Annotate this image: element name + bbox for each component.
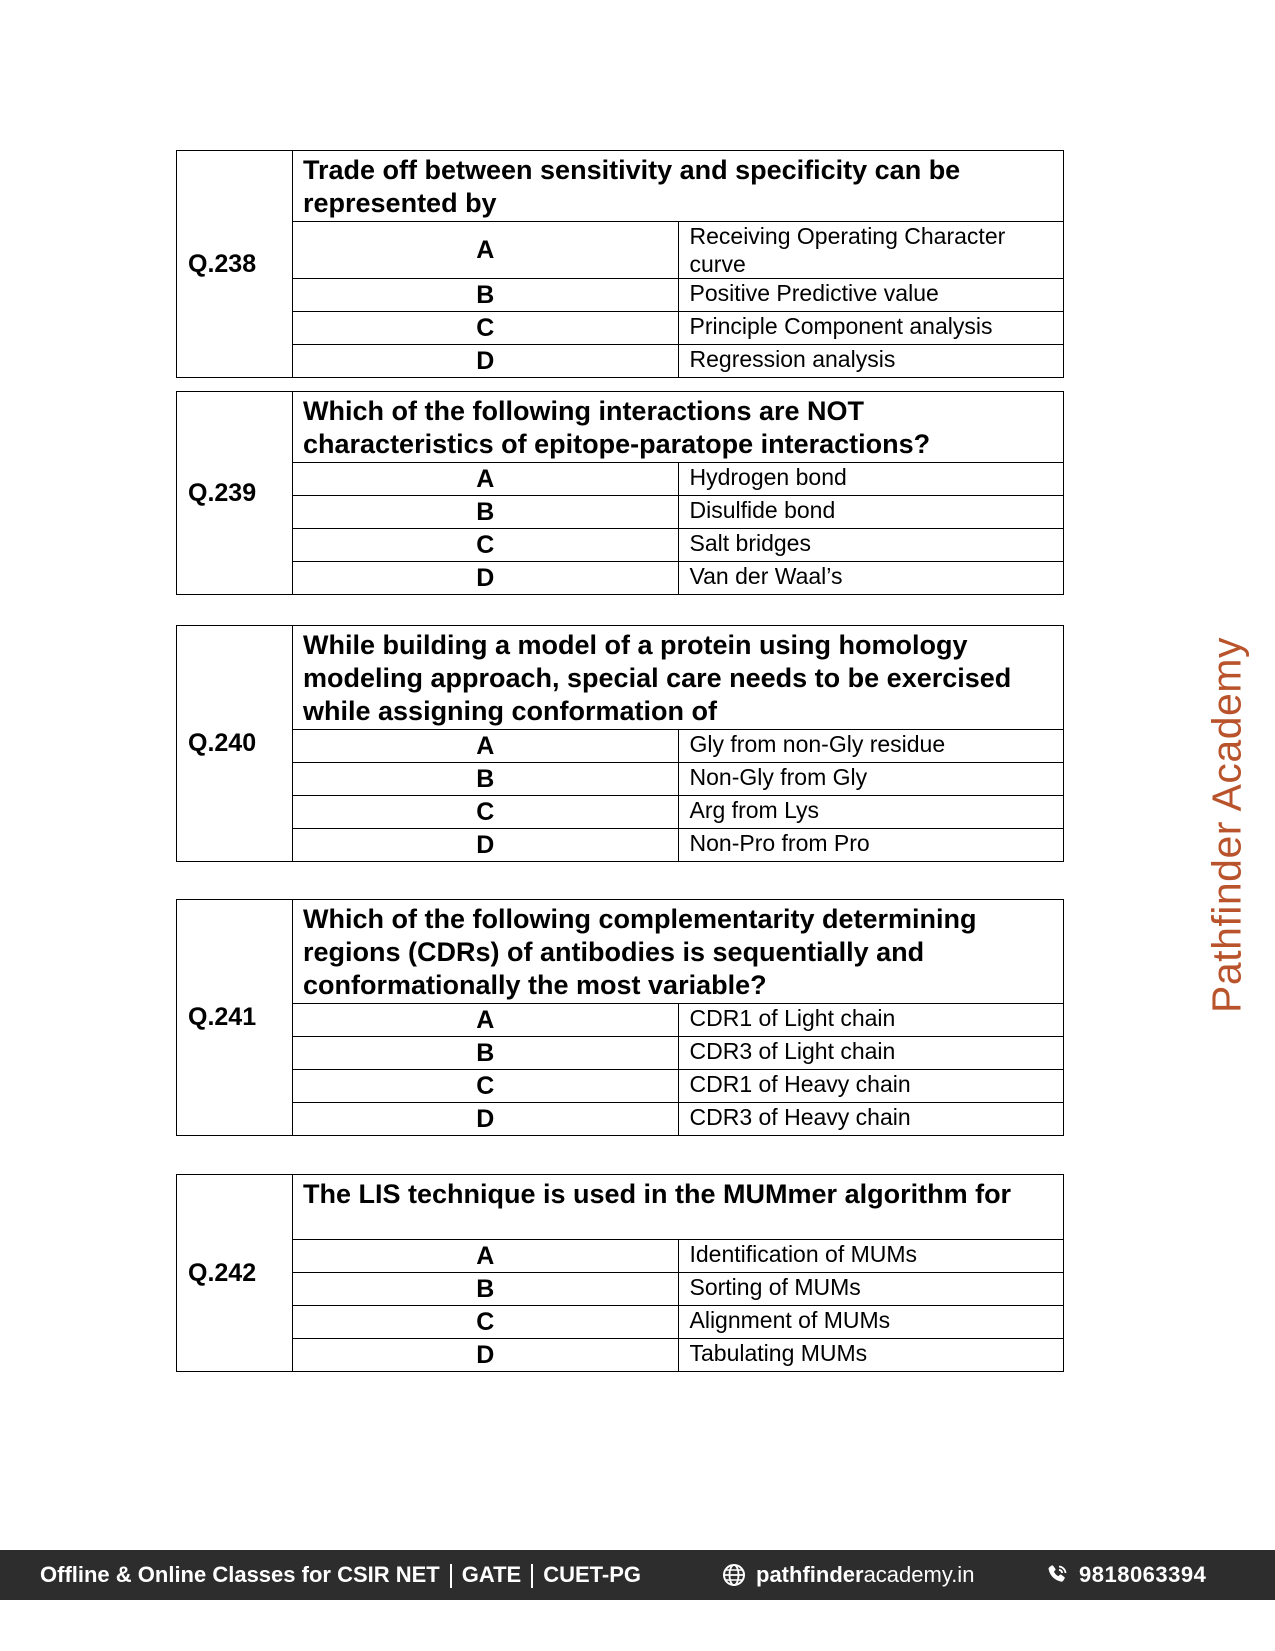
question-number: Q.241	[177, 900, 293, 1136]
question-stem: The LIS technique is used in the MUMmer algorithm for	[293, 1175, 1064, 1240]
option-letter: D	[293, 345, 679, 378]
option-letter: D	[293, 1339, 679, 1372]
option-text: Arg from Lys	[678, 796, 1064, 829]
option-letter: A	[293, 1240, 679, 1273]
website-bold: pathfinder	[756, 1562, 864, 1587]
option-text: CDR1 of Light chain	[678, 1004, 1064, 1037]
footer-separator	[450, 1564, 452, 1588]
option-letter: A	[293, 730, 679, 763]
footer-exam-cuet: CUET-PG	[543, 1562, 642, 1587]
option-text: Positive Predictive value	[678, 279, 1064, 312]
option-text: Regression analysis	[678, 345, 1064, 378]
option-text: Van der Waal’s	[678, 562, 1064, 595]
option-text: Gly from non-Gly residue	[678, 730, 1064, 763]
website-rest: academy.in	[863, 1562, 975, 1587]
question-238	[176, 150, 1064, 378]
question-239	[176, 391, 1064, 595]
option-letter: C	[293, 796, 679, 829]
option-letter: A	[293, 463, 679, 496]
option-text: Identification of MUMs	[678, 1240, 1064, 1273]
option-text: Alignment of MUMs	[678, 1306, 1064, 1339]
footer-classes-text: Offline & Online Classes for CSIR NET	[40, 1562, 440, 1587]
question-stem: Which of the following interactions are NOT characteristics of epitope-paratope interactions?	[293, 392, 1064, 463]
option-letter: B	[293, 763, 679, 796]
option-text: Non-Pro from Pro	[678, 829, 1064, 862]
footer-exam-gate: GATE	[461, 1562, 522, 1587]
option-letter: B	[293, 1273, 679, 1306]
footer-separator	[531, 1564, 533, 1588]
question-number: Q.240	[177, 626, 293, 862]
question-241	[176, 899, 1064, 1136]
option-text: Tabulating MUMs	[678, 1339, 1064, 1372]
option-text: CDR3 of Light chain	[678, 1037, 1064, 1070]
option-text: Receiving Operating Character curve	[678, 222, 1064, 279]
option-letter: D	[293, 829, 679, 862]
option-letter: D	[293, 562, 679, 595]
footer-phone[interactable]	[1045, 1550, 1206, 1600]
question-number: Q.239	[177, 392, 293, 595]
option-letter: A	[293, 222, 679, 279]
question-number: Q.242	[177, 1175, 293, 1372]
option-letter: D	[293, 1103, 679, 1136]
question-stem: Which of the following complementarity determining regions (CDRs) of antibodies is sequentially and conformationally the most variable?	[293, 900, 1064, 1004]
question-242	[176, 1174, 1064, 1372]
option-letter: B	[293, 496, 679, 529]
question-number: Q.238	[177, 151, 293, 378]
globe-icon	[722, 1563, 746, 1587]
question-stem: While building a model of a protein using homology modeling approach, special care needs to be exercised while assigning conformation of	[293, 626, 1064, 730]
option-letter: C	[293, 312, 679, 345]
option-text: CDR3 of Heavy chain	[678, 1103, 1064, 1136]
phone-number: 9818063394	[1079, 1562, 1207, 1587]
option-text: Principle Component analysis	[678, 312, 1064, 345]
footer-bar	[0, 1550, 1275, 1600]
footer-website[interactable]	[722, 1550, 974, 1600]
option-text: Sorting of MUMs	[678, 1273, 1064, 1306]
footer-classes	[40, 1550, 641, 1600]
option-letter: B	[293, 279, 679, 312]
question-240	[176, 625, 1064, 862]
phone-icon	[1045, 1563, 1069, 1587]
option-text: CDR1 of Heavy chain	[678, 1070, 1064, 1103]
option-letter: C	[293, 1306, 679, 1339]
option-letter: C	[293, 1070, 679, 1103]
option-text: Disulfide bond	[678, 496, 1064, 529]
option-text: Non-Gly from Gly	[678, 763, 1064, 796]
option-letter: B	[293, 1037, 679, 1070]
question-stem: Trade off between sensitivity and specificity can be represented by	[293, 151, 1064, 222]
option-text: Hydrogen bond	[678, 463, 1064, 496]
option-letter: A	[293, 1004, 679, 1037]
option-text: Salt bridges	[678, 529, 1064, 562]
watermark: Pathfinder Academy	[1203, 637, 1250, 1013]
option-letter: C	[293, 529, 679, 562]
